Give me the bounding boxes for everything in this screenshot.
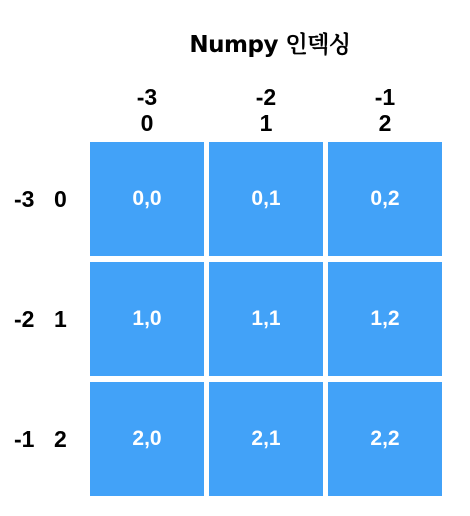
grid-cell-0-0: 0,0 (90, 142, 204, 256)
row-negative-index: -1 (14, 425, 35, 452)
column-positive-index: 1 (259, 110, 273, 136)
row-header-0 (14, 142, 76, 256)
grid-cell-1-0: 1,0 (90, 262, 204, 376)
column-header-0 (90, 84, 204, 136)
row-header-2 (14, 382, 76, 496)
grid-cell-2-1: 2,1 (209, 382, 323, 496)
row-positive-index: 0 (54, 185, 67, 212)
column-header-1 (209, 84, 323, 136)
grid-cell-2-0: 2,0 (90, 382, 204, 496)
column-positive-index: 0 (140, 110, 154, 136)
grid-cell-1-2: 1,2 (328, 262, 442, 376)
grid-cell-0-2: 0,2 (328, 142, 442, 256)
row-positive-index: 2 (54, 425, 67, 452)
row-header-1 (14, 262, 76, 376)
row-negative-index: -3 (14, 185, 35, 212)
column-negative-index: -1 (374, 84, 396, 110)
row-positive-index: 1 (54, 305, 67, 332)
column-header-2 (328, 84, 442, 136)
grid-cell-0-1: 0,1 (209, 142, 323, 256)
diagram-title: Numpy 인덱싱 (189, 32, 351, 58)
array-grid (90, 142, 442, 496)
row-negative-index: -2 (14, 305, 35, 332)
column-negative-index: -3 (136, 84, 158, 110)
column-positive-index: 2 (378, 110, 392, 136)
grid-cell-1-1: 1,1 (209, 262, 323, 376)
column-negative-index: -2 (255, 84, 277, 110)
grid-cell-2-2: 2,2 (328, 382, 442, 496)
